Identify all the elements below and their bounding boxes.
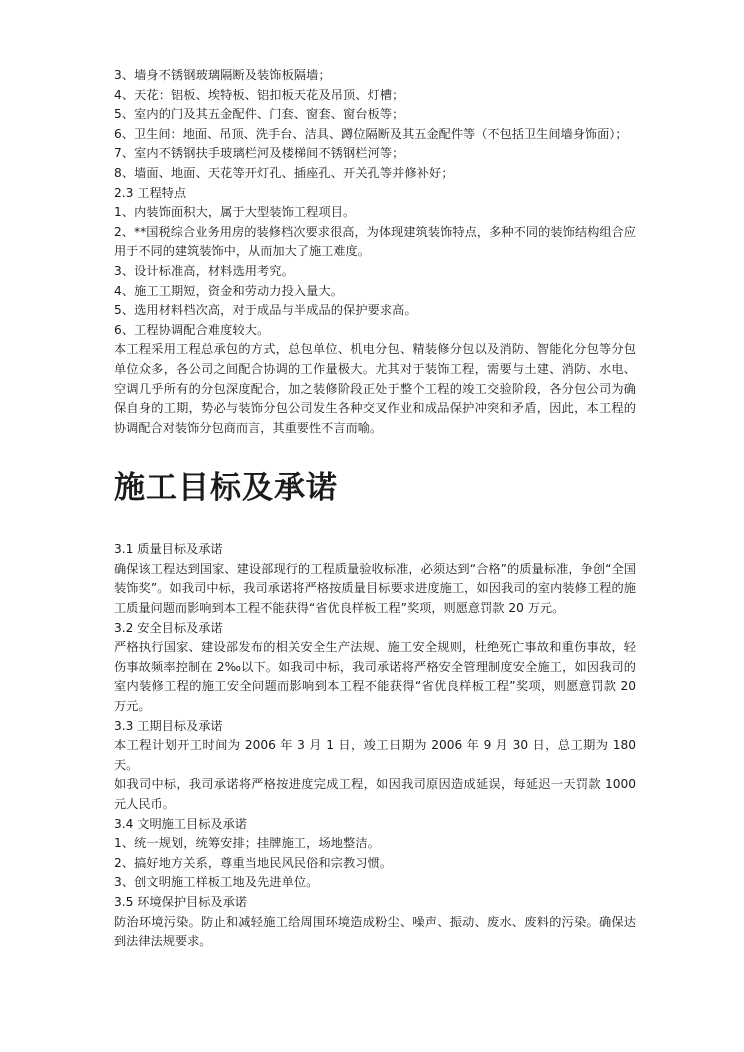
document-page [114, 66, 636, 952]
paragraph: 防治环境污染。防止和减轻施工给周围环境造成粉尘、噪声、振动、废水、废料的污染。确保达到法律法规要求。 [114, 914, 636, 949]
main-heading: 施工目标及承诺 [114, 470, 338, 507]
list-item: 8、墙面、地面、天花等开灯孔、插座孔、开关孔等并修补好； [114, 165, 454, 180]
list-item: 1、内装饰面积大，属于大型装饰工程项目。 [114, 205, 356, 220]
list-item: 3、创文明施工样板工地及先进单位。 [114, 875, 319, 890]
list-item: 1、统一规划，统筹安排；挂牌施工，场地整洁。 [114, 836, 380, 851]
section-heading-3-1: 3.1 质量目标及承诺 [114, 542, 223, 557]
paragraph: 严格执行国家、建设部发布的相关安全生产法规、施工安全规则，杜绝死亡事故和重伤事故，轻伤事故频率控制在 2‰以下。如我司中标，我司承诺将严格安全管理制度安全施工，如因我司的室内装修工程的施工安全问题而影响到本工程不能获得“省优良样板工程”奖项，则愿意罚款 20 万元。 [114, 640, 636, 714]
list-item: 5、选用材料档次高，对于成品与半成品的保护要求高。 [114, 303, 417, 318]
list-item: 4、天花：铝板、埃特板、铝扣板天花及吊顶、灯槽； [114, 87, 405, 102]
paragraph: 本工程采用工程总承包的方式，总包单位、机电分包、精装修分包以及消防、智能化分包等分包单位众多，各公司之间配合协调的工作量极大。尤其对于装饰工程，需要与土建、消防、水电、空调几乎所有的分包深度配合，加之装修阶段正处于整个工程的竣工交验阶段，各分包公司为确保自身的工期，势必与装饰分包公司发生各种交叉作业和成品保护冲突和矛盾，因此，本工程的协调配合对装饰分包商而言，其重要性不言而喻。 [114, 342, 636, 435]
section-heading-3-5: 3.5 环境保护目标及承诺 [114, 894, 247, 909]
list-item: 6、卫生间：地面、吊顶、洗手台、洁具、蹲位隔断及其五金配件等（不包括卫生间墙身饰面）； [114, 126, 628, 141]
section-heading-2-3: 2.3 工程特点 [114, 185, 187, 200]
list-item: 3、设计标准高，材料选用考究。 [114, 263, 294, 278]
list-item: 5、室内的门及其五金配件、门套、窗套、窗台板等； [114, 107, 405, 122]
section-heading-3-4: 3.4 文明施工目标及承诺 [114, 816, 247, 831]
section-heading-3-2: 3.2 安全目标及承诺 [114, 620, 223, 635]
paragraph: 如我司中标，我司承诺将严格按进度完成工程，如因我司原因造成延误，每延迟一天罚款 1000 元人民币。 [114, 777, 636, 811]
list-item: 2、搞好地方关系，尊重当地民风民俗和宗教习惯。 [114, 855, 393, 870]
list-item: 2、**国税综合业务用房的装修档次要求很高，为体现建筑装饰特点，多种不同的装饰结构组合应用于不同的建筑装饰中，从而加大了施工难度。 [114, 224, 636, 259]
list-item: 6、工程协调配合难度较大。 [114, 322, 270, 337]
section-heading-3-3: 3.3 工期目标及承诺 [114, 718, 223, 733]
list-item: 3、墙身不锈钢玻璃隔断及装饰板隔墙； [114, 68, 331, 82]
list-item: 7、室内不锈钢扶手玻璃栏河及楼梯间不锈钢栏河等； [114, 146, 405, 161]
list-item: 4、施工工期短，资金和劳动力投入量大。 [114, 283, 344, 298]
paragraph: 确保该工程达到国家、建设部现行的工程质量验收标准，必须达到“合格”的质量标准，争创“全国装饰奖”。如我司中标，我司承诺将严格按质量目标要求进度施工，如因我司的室内装修工程的施工质量问题而影响到本工程不能获得“省优良样板工程”奖项，则愿意罚款 20 万元。 [114, 561, 636, 616]
paragraph: 本工程计划开工时间为 2006 年 3 月 1 日，竣工日期为 2006 年 9 月 30 日，总工期为 180 天。 [114, 738, 636, 772]
